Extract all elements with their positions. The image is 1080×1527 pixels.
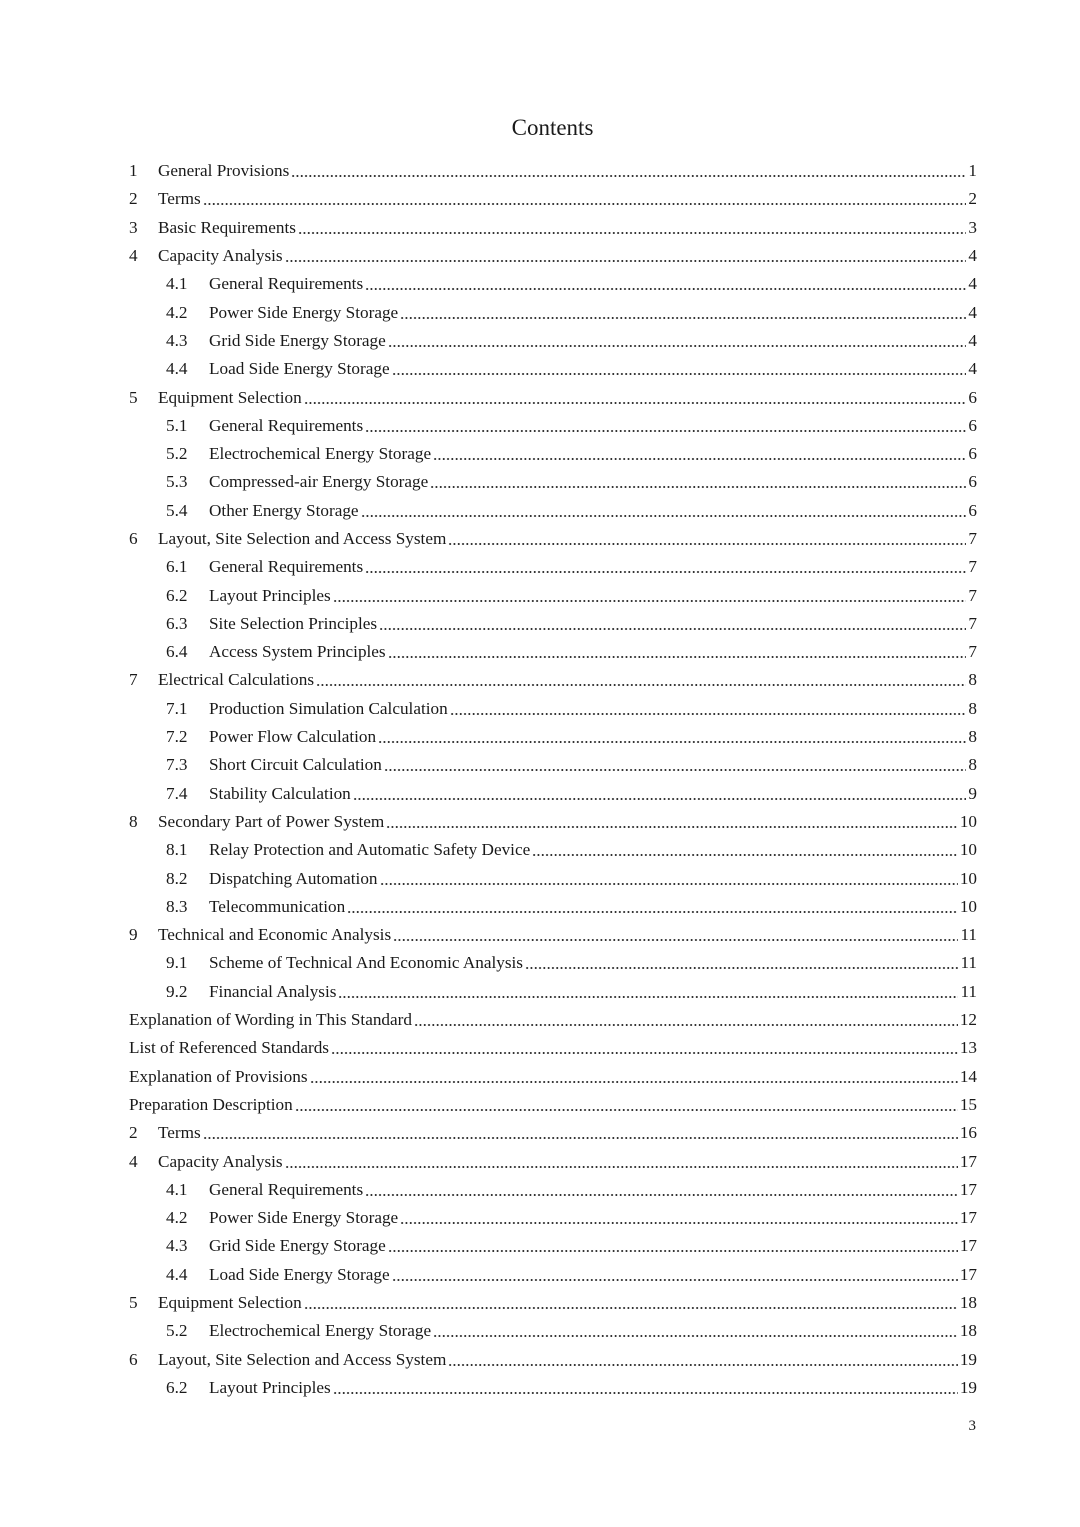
toc-entry-title: List of Referenced Standards bbox=[129, 1038, 329, 1058]
toc-entry[interactable] bbox=[129, 1232, 977, 1260]
toc-entry[interactable] bbox=[129, 836, 977, 864]
toc-entry-page: 3 bbox=[968, 217, 977, 237]
toc-entry-page: 13 bbox=[959, 1038, 977, 1058]
toc-entry-page: 17 bbox=[959, 1151, 977, 1171]
dot-leader bbox=[331, 1052, 958, 1054]
toc-entry-title: Compressed-air Energy Storage bbox=[209, 472, 429, 492]
dot-leader bbox=[448, 543, 966, 545]
toc-entry-number: 6.4 bbox=[166, 642, 188, 662]
toc-entry-page: 19 bbox=[959, 1377, 977, 1397]
dot-leader bbox=[392, 373, 967, 375]
toc-entry[interactable] bbox=[129, 214, 977, 242]
toc-entry-number: 5 bbox=[129, 1293, 138, 1313]
toc-entry-title: Basic Requirements bbox=[158, 217, 296, 237]
toc-entry[interactable] bbox=[129, 666, 977, 694]
dot-leader bbox=[338, 996, 958, 998]
toc-entry[interactable] bbox=[129, 1034, 977, 1062]
toc-entry-page: 17 bbox=[959, 1208, 977, 1228]
toc-entry[interactable] bbox=[129, 468, 977, 496]
toc-entry-title: General Provisions bbox=[158, 161, 290, 181]
dot-leader bbox=[392, 1279, 958, 1281]
toc-entry[interactable] bbox=[129, 270, 977, 298]
toc-entry-title: Layout, Site Selection and Access System bbox=[158, 1349, 447, 1369]
toc-entry-page: 10 bbox=[959, 811, 977, 831]
dot-leader bbox=[353, 798, 967, 800]
toc-entry-page: 11 bbox=[960, 953, 977, 973]
toc-entry-number: 6.3 bbox=[166, 613, 188, 633]
toc-entry-number: 9 bbox=[129, 925, 138, 945]
toc-entry-number: 2 bbox=[129, 189, 138, 209]
toc-entry-page: 15 bbox=[959, 1094, 977, 1114]
dot-leader bbox=[285, 260, 967, 262]
toc-entry[interactable] bbox=[129, 440, 977, 468]
toc-entry[interactable] bbox=[129, 1261, 977, 1289]
toc-entry-number: 7.4 bbox=[166, 783, 188, 803]
toc-entry[interactable] bbox=[129, 327, 977, 355]
toc-entry-title: Access System Principles bbox=[209, 642, 386, 662]
toc-entry-title: Power Side Energy Storage bbox=[209, 302, 399, 322]
toc-entry-number: 4.3 bbox=[166, 330, 188, 350]
toc-entry[interactable] bbox=[129, 1063, 977, 1091]
toc-entry-number: 4.1 bbox=[166, 274, 188, 294]
toc-entry[interactable] bbox=[129, 1091, 977, 1119]
dot-leader bbox=[525, 967, 958, 969]
toc-entry-page: 8 bbox=[968, 670, 977, 690]
toc-entry-title: General Requirements bbox=[209, 415, 364, 435]
toc-entry-title: Site Selection Principles bbox=[209, 613, 378, 633]
dot-leader bbox=[310, 1081, 958, 1083]
toc-entry-title: Financial Analysis bbox=[209, 981, 337, 1001]
toc-entry-number: 2 bbox=[129, 1123, 138, 1143]
toc-entry-title: General Requirements bbox=[209, 274, 364, 294]
toc-entry[interactable] bbox=[129, 157, 977, 185]
toc-entry-page: 17 bbox=[959, 1264, 977, 1284]
toc-entry-page: 16 bbox=[959, 1123, 977, 1143]
toc-entry-title: General Requirements bbox=[209, 557, 364, 577]
dot-leader bbox=[304, 402, 967, 404]
dot-leader bbox=[430, 486, 966, 488]
toc-entry-page: 18 bbox=[959, 1321, 977, 1341]
dot-leader bbox=[448, 1364, 957, 1366]
toc-entry[interactable] bbox=[129, 581, 977, 609]
toc-entry[interactable] bbox=[129, 978, 977, 1006]
dot-leader bbox=[388, 345, 967, 347]
dot-leader bbox=[414, 1024, 958, 1026]
dot-leader bbox=[433, 1335, 958, 1337]
toc-entry-page: 12 bbox=[959, 1010, 977, 1030]
toc-entry[interactable] bbox=[129, 242, 977, 270]
toc-entry-page: 8 bbox=[968, 755, 977, 775]
toc-entry-number: 6 bbox=[129, 1349, 138, 1369]
toc-entry[interactable] bbox=[129, 1289, 977, 1317]
toc-entry-number: 3 bbox=[129, 217, 138, 237]
dot-leader bbox=[333, 600, 967, 602]
dot-leader bbox=[532, 854, 958, 856]
toc-entry-number: 4.3 bbox=[166, 1236, 188, 1256]
toc-entry[interactable] bbox=[129, 638, 977, 666]
toc-entry-number: 6 bbox=[129, 529, 138, 548]
toc-entry[interactable] bbox=[129, 1345, 977, 1373]
dot-leader bbox=[388, 1250, 958, 1252]
toc-entry-title: Scheme of Technical And Economic Analysis bbox=[209, 953, 523, 973]
toc-entry-page: 4 bbox=[968, 330, 977, 350]
toc-entry[interactable] bbox=[129, 723, 977, 751]
toc-entry-page: 2 bbox=[968, 189, 977, 209]
toc-entry[interactable] bbox=[129, 921, 977, 949]
page-number: 3 bbox=[968, 1418, 976, 1434]
toc-entry-page: 6 bbox=[968, 500, 977, 520]
toc-entry[interactable] bbox=[129, 1006, 977, 1034]
toc-entry-page: 8 bbox=[968, 727, 977, 747]
toc-entry-title: Layout Principles bbox=[209, 585, 331, 605]
dot-leader bbox=[384, 769, 967, 771]
toc-entry-page: 6 bbox=[968, 415, 977, 435]
toc-entry[interactable] bbox=[129, 355, 977, 383]
toc-entry-title: Grid Side Energy Storage bbox=[209, 330, 386, 350]
toc-entry-number: 5 bbox=[129, 387, 138, 407]
toc-entry-page: 10 bbox=[959, 868, 977, 888]
toc-entry[interactable] bbox=[129, 808, 977, 836]
toc-entry-title: Electrochemical Energy Storage bbox=[209, 444, 432, 464]
toc-entry-number: 4.4 bbox=[166, 1264, 188, 1284]
toc-entry-page: 17 bbox=[959, 1236, 977, 1256]
toc-entry-page: 11 bbox=[960, 925, 977, 945]
toc-entry-title: Electrochemical Energy Storage bbox=[209, 1321, 432, 1341]
toc-entry-title: Load Side Energy Storage bbox=[209, 1264, 390, 1284]
toc-entry-number: 8.3 bbox=[166, 896, 188, 916]
toc-entry-page: 17 bbox=[959, 1179, 977, 1199]
toc-entry-title: Dispatching Automation bbox=[209, 868, 378, 888]
toc-entry-number: 7.1 bbox=[166, 698, 188, 718]
toc-entry-page: 7 bbox=[968, 642, 977, 662]
toc-entry-page: 4 bbox=[968, 246, 977, 266]
dot-leader bbox=[450, 713, 967, 715]
toc-entry-title: Capacity Analysis bbox=[158, 246, 283, 266]
toc-entry[interactable] bbox=[129, 1317, 977, 1345]
toc-entry-page: 10 bbox=[959, 840, 977, 860]
dot-leader bbox=[365, 288, 966, 290]
toc-entry-title: Relay Protection and Automatic Safety Device bbox=[209, 840, 531, 860]
toc-entry-page: 11 bbox=[960, 981, 977, 1001]
dot-leader bbox=[295, 1109, 958, 1111]
toc-entry[interactable] bbox=[129, 1119, 977, 1147]
toc-entry-title: Short Circuit Calculation bbox=[209, 755, 382, 775]
toc-entry[interactable] bbox=[129, 1204, 977, 1232]
toc-entry-number: 6.2 bbox=[166, 585, 188, 605]
toc-entry-page: 4 bbox=[968, 302, 977, 322]
dot-leader bbox=[378, 741, 966, 743]
dot-leader bbox=[291, 175, 966, 177]
toc-entry-title: Power Side Energy Storage bbox=[209, 1208, 399, 1228]
toc-entry-title: Load Side Energy Storage bbox=[209, 359, 390, 379]
dot-leader bbox=[304, 1307, 958, 1309]
toc-entry-title: Terms bbox=[158, 189, 201, 209]
toc-entry-title: Terms bbox=[158, 1123, 201, 1143]
toc-entry-page: 4 bbox=[968, 359, 977, 379]
toc-entry-number: 9.1 bbox=[166, 953, 188, 973]
toc-entry-page: 19 bbox=[959, 1349, 977, 1369]
toc-entry[interactable] bbox=[129, 1374, 977, 1402]
toc-entry-number: 4.2 bbox=[166, 302, 188, 322]
toc-entry-page: 14 bbox=[959, 1066, 977, 1086]
toc-entry[interactable] bbox=[129, 780, 977, 808]
dot-leader bbox=[388, 656, 967, 658]
toc-entry-number: 8.1 bbox=[166, 840, 188, 860]
toc-entry[interactable] bbox=[129, 751, 977, 779]
dot-leader bbox=[361, 515, 967, 517]
toc-entry-number: 8 bbox=[129, 811, 138, 831]
toc-entry-title: Equipment Selection bbox=[158, 1293, 302, 1313]
dot-leader bbox=[365, 430, 966, 432]
dot-leader bbox=[347, 911, 958, 913]
toc-entry[interactable] bbox=[129, 525, 977, 553]
toc-entry-title: Preparation Description bbox=[129, 1094, 293, 1114]
dot-leader bbox=[400, 317, 966, 319]
toc-entry-title: Technical and Economic Analysis bbox=[158, 925, 392, 945]
toc-entry-title: Layout, Site Selection and Access System bbox=[158, 529, 447, 548]
toc-entry-number: 4.4 bbox=[166, 359, 188, 379]
toc-entry-title: Other Energy Storage bbox=[209, 500, 359, 520]
toc-entry-page: 4 bbox=[968, 274, 977, 294]
dot-leader bbox=[379, 628, 966, 630]
toc-entry[interactable] bbox=[129, 412, 977, 440]
toc-entry[interactable] bbox=[129, 610, 977, 638]
toc-entry-title: General Requirements bbox=[209, 1179, 364, 1199]
dot-leader bbox=[433, 458, 966, 460]
toc-entry[interactable] bbox=[129, 298, 977, 326]
toc-entry-number: 4.1 bbox=[166, 1179, 188, 1199]
page-title: Contents bbox=[511, 115, 594, 140]
toc-entry-title: Production Simulation Calculation bbox=[209, 698, 448, 718]
toc-entry-title: Capacity Analysis bbox=[158, 1151, 283, 1171]
toc-entry-page: 7 bbox=[968, 585, 977, 605]
toc-entry-page: 7 bbox=[968, 557, 977, 577]
toc-entry-number: 4.2 bbox=[166, 1208, 188, 1228]
dot-leader bbox=[400, 1222, 958, 1224]
toc-entry-title: Telecommunication bbox=[209, 896, 346, 916]
toc-entry-page: 18 bbox=[959, 1293, 977, 1313]
toc-entry-title: Explanation of Wording in This Standard bbox=[129, 1010, 412, 1030]
toc-entry[interactable] bbox=[129, 553, 977, 581]
toc-entry-page: 7 bbox=[968, 613, 977, 633]
toc-entry-title: Equipment Selection bbox=[158, 387, 302, 407]
toc-entry[interactable] bbox=[129, 1147, 977, 1175]
toc-entry-number: 1 bbox=[129, 161, 138, 181]
toc-entry-page: 10 bbox=[959, 896, 977, 916]
dot-leader bbox=[333, 1392, 958, 1394]
toc-entry[interactable] bbox=[129, 1176, 977, 1204]
toc-entry-title: Stability Calculation bbox=[209, 783, 351, 803]
toc-entry-number: 9.2 bbox=[166, 981, 188, 1001]
toc-entry-number: 5.2 bbox=[166, 444, 188, 464]
dot-leader bbox=[203, 1137, 958, 1139]
toc-entry-number: 5.1 bbox=[166, 415, 188, 435]
dot-leader bbox=[393, 939, 958, 941]
toc-entry-page: 6 bbox=[968, 444, 977, 464]
toc-entry-title: Secondary Part of Power System bbox=[158, 811, 385, 831]
toc-entry-page: 8 bbox=[968, 698, 977, 718]
toc-entry[interactable] bbox=[129, 383, 977, 411]
dot-leader bbox=[298, 232, 966, 234]
toc-entry-number: 6.2 bbox=[166, 1377, 188, 1397]
toc-entry-title: Explanation of Provisions bbox=[129, 1066, 308, 1086]
dot-leader bbox=[386, 826, 958, 828]
toc-entry-number: 7 bbox=[129, 670, 138, 690]
toc-entry-number: 5.2 bbox=[166, 1321, 188, 1341]
toc-entry-number: 7.3 bbox=[166, 755, 188, 775]
toc-entry-page: 6 bbox=[968, 387, 977, 407]
toc-entry-title: Power Flow Calculation bbox=[209, 727, 377, 747]
dot-leader bbox=[380, 883, 958, 885]
toc-entry-title: Grid Side Energy Storage bbox=[209, 1236, 386, 1256]
toc-entry[interactable] bbox=[129, 864, 977, 892]
toc-entry[interactable] bbox=[129, 893, 977, 921]
toc-entry-page: 6 bbox=[968, 472, 977, 492]
toc-entry-title: Electrical Calculations bbox=[158, 670, 315, 690]
toc-entry-page: 9 bbox=[968, 783, 977, 803]
toc-entry[interactable] bbox=[129, 185, 977, 213]
toc-entry-number: 6.1 bbox=[166, 557, 188, 577]
toc-entry-number: 8.2 bbox=[166, 868, 188, 888]
dot-leader bbox=[365, 571, 966, 573]
toc-entry-number: 5.4 bbox=[166, 500, 188, 520]
dot-leader bbox=[365, 1194, 958, 1196]
table-of-contents bbox=[129, 157, 977, 1402]
dot-leader bbox=[285, 1166, 958, 1168]
dot-leader bbox=[316, 684, 966, 686]
toc-entry-number: 7.2 bbox=[166, 727, 188, 747]
toc-entry-number: 5.3 bbox=[166, 472, 188, 492]
toc-entry-number: 4 bbox=[129, 246, 138, 266]
toc-entry-page: 1 bbox=[968, 161, 977, 181]
toc-entry-page: 7 bbox=[968, 529, 977, 548]
toc-entry[interactable] bbox=[129, 695, 977, 723]
toc-entry[interactable] bbox=[129, 949, 977, 977]
toc-entry-number: 4 bbox=[129, 1151, 138, 1171]
toc-entry[interactable] bbox=[129, 497, 977, 525]
toc-entry-title: Layout Principles bbox=[209, 1377, 331, 1397]
dot-leader bbox=[203, 203, 967, 205]
